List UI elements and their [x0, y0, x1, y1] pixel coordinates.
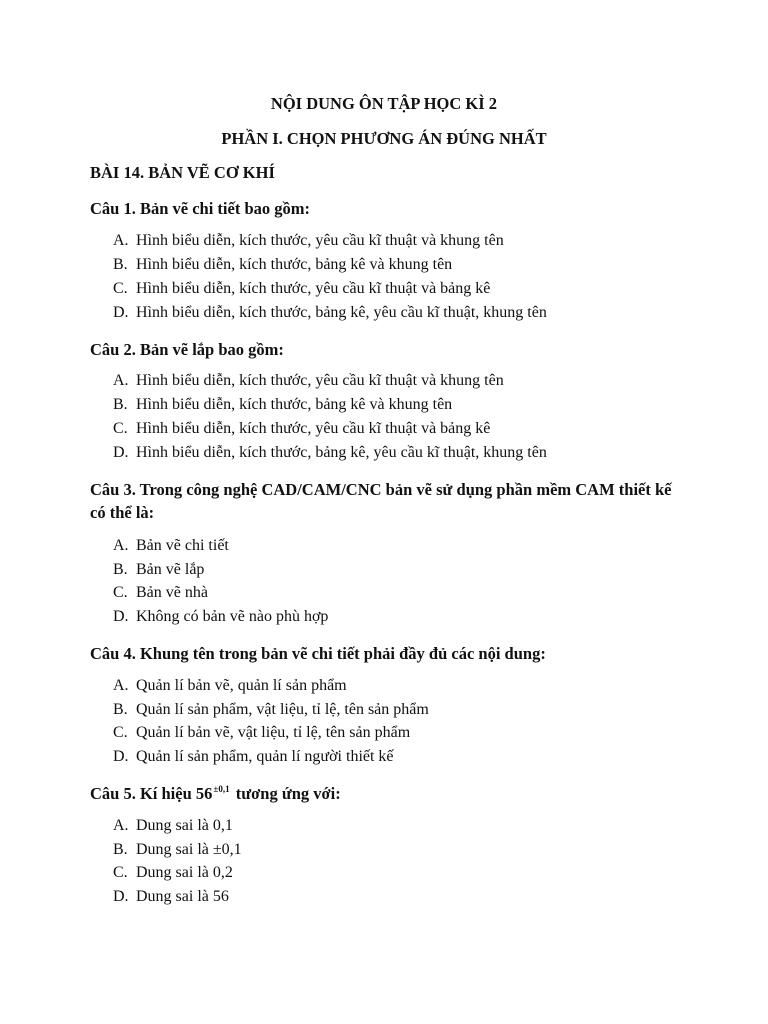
question-2-option-d [113, 444, 547, 462]
option-text: Bản vẽ chi tiết [136, 537, 229, 554]
question-3-option-a [113, 537, 229, 555]
question-5-option-a [113, 817, 233, 835]
question-3-title: Câu 3. Trong công nghệ CAD/CAM/CNC bản vẽ sử dụng phần mềm CAM thiết kế có thể là: [90, 480, 672, 522]
option-letter: D. [113, 888, 129, 905]
option-letter: B. [113, 396, 128, 413]
question-3-option-c [113, 584, 208, 602]
question-2-option-a [113, 372, 504, 390]
question-5-title [90, 782, 680, 805]
option-text: Quản lí bản vẽ, vật liệu, tỉ lệ, tên sản phẩm [136, 724, 411, 741]
option-text: Dung sai là 0,1 [136, 817, 233, 834]
option-letter: C. [113, 584, 128, 601]
option-text: Hình biểu diễn, kích thước, yêu cầu kĩ thuật và khung tên [136, 232, 504, 249]
question-2-title: Câu 2. Bản vẽ lắp bao gồm: [90, 340, 284, 359]
option-text: Hình biểu diễn, kích thước, yêu cầu kĩ thuật và khung tên [136, 372, 504, 389]
question-5-option-d [113, 888, 229, 906]
question-4-title: Câu 4. Khung tên trong bản vẽ chi tiết phải đầy đủ các nội dung: [90, 644, 546, 663]
option-letter: A. [113, 677, 129, 694]
lesson-title: BÀI 14. BẢN VẼ CƠ KHÍ [90, 163, 275, 182]
option-text: Hình biểu diễn, kích thước, bảng kê và khung tên [136, 256, 453, 273]
option-text: Bản vẽ lắp [136, 561, 205, 578]
option-text: Quản lí sản phẩm, quản lí người thiết kế [136, 748, 394, 765]
option-letter: C. [113, 864, 128, 881]
option-text: Quản lí sản phẩm, vật liệu, tỉ lệ, tên sản phẩm [136, 701, 429, 718]
option-text: Hình biểu diễn, kích thước, bảng kê và khung tên [136, 396, 453, 413]
option-text: Hình biểu diễn, kích thước, yêu cầu kĩ thuật và bảng kê [136, 280, 491, 297]
option-text: Dung sai là 0,2 [136, 864, 233, 881]
option-letter: C. [113, 280, 128, 297]
option-letter: D. [113, 608, 129, 625]
option-text: Không có bản vẽ nào phù hợp [136, 608, 329, 625]
option-letter: B. [113, 841, 128, 858]
option-letter: B. [113, 561, 128, 578]
option-text: Quản lí bản vẽ, quản lí sản phẩm [136, 677, 347, 694]
question-5-option-b [113, 841, 242, 859]
option-text: Hình biểu diễn, kích thước, bảng kê, yêu cầu kĩ thuật, khung tên [136, 304, 547, 321]
question-4-option-c [113, 724, 410, 742]
option-text: Dung sai là ±0,1 [136, 841, 242, 858]
question-1-option-c [113, 280, 490, 298]
option-letter: D. [113, 748, 129, 765]
question-2-option-c [113, 420, 490, 438]
question-1-option-b [113, 256, 452, 274]
question-5-title-suffix: tương ứng với: [231, 784, 341, 803]
question-1-option-d [113, 304, 547, 322]
question-2-option-b [113, 396, 452, 414]
option-letter: C. [113, 724, 128, 741]
option-text: Hình biểu diễn, kích thước, yêu cầu kĩ thuật và bảng kê [136, 420, 491, 437]
question-5-option-c [113, 864, 233, 882]
option-letter: A. [113, 817, 129, 834]
option-letter: A. [113, 372, 129, 389]
question-1-option-a [113, 232, 504, 250]
option-letter: A. [113, 537, 129, 554]
option-letter: D. [113, 304, 129, 321]
option-letter: D. [113, 444, 129, 461]
option-letter: C. [113, 420, 128, 437]
tolerance-superscript: ±0,1 [213, 784, 230, 794]
question-4-option-d [113, 748, 394, 766]
document-title: NỘI DUNG ÔN TẬP HỌC KÌ 2 [270, 94, 498, 113]
option-text: Hình biểu diễn, kích thước, bảng kê, yêu cầu kĩ thuật, khung tên [136, 444, 547, 461]
question-4-option-b [113, 701, 429, 719]
question-4-option-a [113, 677, 347, 695]
option-text: Dung sai là 56 [136, 888, 229, 905]
part-title: PHẦN I. CHỌN PHƯƠNG ÁN ĐÚNG NHẤT [221, 129, 547, 148]
question-3-option-b [113, 561, 204, 579]
option-letter: B. [113, 701, 128, 718]
option-text: Bản vẽ nhà [136, 584, 208, 601]
question-5-title-prefix: Câu 5. Kí hiệu 56 [90, 784, 213, 803]
question-3-option-d [113, 608, 328, 626]
question-1-title: Câu 1. Bản vẽ chi tiết bao gồm: [90, 199, 310, 218]
option-letter: B. [113, 256, 128, 273]
option-letter: A. [113, 232, 129, 249]
